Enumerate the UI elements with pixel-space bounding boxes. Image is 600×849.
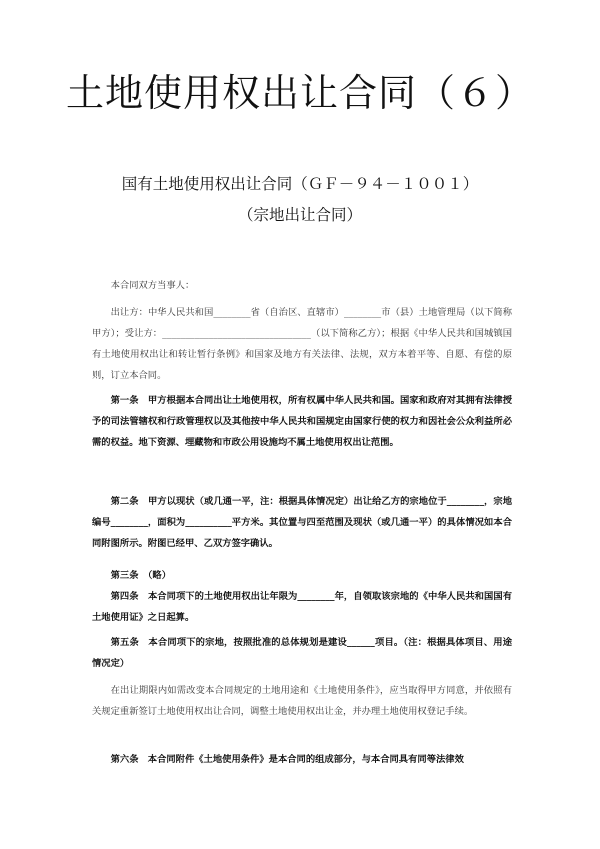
article-5-paragraph: 第五条 本合同项下的宗地，按照批准的总体规划是建设______项目。（注：根据具体项目、用途情况定） <box>92 637 512 669</box>
article-3-section <box>92 565 512 586</box>
article-6-section <box>92 749 512 770</box>
article-3-paragraph: 第三条 （略） <box>110 570 172 581</box>
grantor-paragraph: 出让方：中华人民共和国________省（自治区、直辖市）________市（县）土地管理局（以下简称甲方）；受让方：________________________________（以下简称乙方）；根据《中华人民共和国城镇国有土地使用权出让和转让暂行条例》和国家及地方有关法律、法规，双方本着平等、自愿、有偿的原则，订立本合同。 <box>92 307 512 381</box>
article-1-section <box>92 390 512 453</box>
article-2-section <box>92 491 512 554</box>
article-5-note-paragraph: 在出让期限内如需改变本合同规定的土地用途和《土地使用条件》，应当取得甲方同意，并依照有关规定重新签订土地使用权出让合同，调整土地使用权出让金，并办理土地使用权登记手续。 <box>92 685 512 717</box>
intro-section <box>92 275 512 386</box>
main-title: 土地使用权出让合同（６） <box>65 71 534 115</box>
article-5-note-section <box>92 680 512 722</box>
article-5-section <box>92 632 512 674</box>
article-2-paragraph: 第二条 甲方以现状（或几通一平，注：根据具体情况定）出让给乙方的宗地位于________，宗地编号________，面积为__________平方米。其位置与四至范围及现状（或几通一平）的具体情况如本合同附图所示。附图已经甲、乙双方签字确认。 <box>92 496 512 549</box>
article-4-section <box>92 586 512 628</box>
parties-paragraph: 本合同双方当事人： <box>110 280 195 291</box>
contract-type-subtitle: （宗地出让合同） <box>237 206 362 224</box>
article-1-paragraph: 第一条 甲方根据本合同出让土地使用权，所有权属中华人民共和国。国家和政府对其拥有法律授予的司法管辖权和行政管理权以及其他按中华人民共和国规定由国家行使的权力和因社会公众利益所必需的权益。地下资源、埋藏物和市政公用设施均不属土地使用权出让范围。 <box>92 395 512 448</box>
article-4-paragraph: 第四条 本合同项下的土地使用权出让年限为________年，自领取该宗地的《中华人民共和国国有土地使用证》之日起算。 <box>92 591 512 623</box>
article-6-paragraph: 第六条 本合同附件《土地使用条件》是本合同的组成部分，与本合同具有同等法律效 <box>110 754 464 765</box>
contract-subtitle: 国有土地使用权出让合同（ＧＦ－９４－１００１） <box>121 175 479 193</box>
